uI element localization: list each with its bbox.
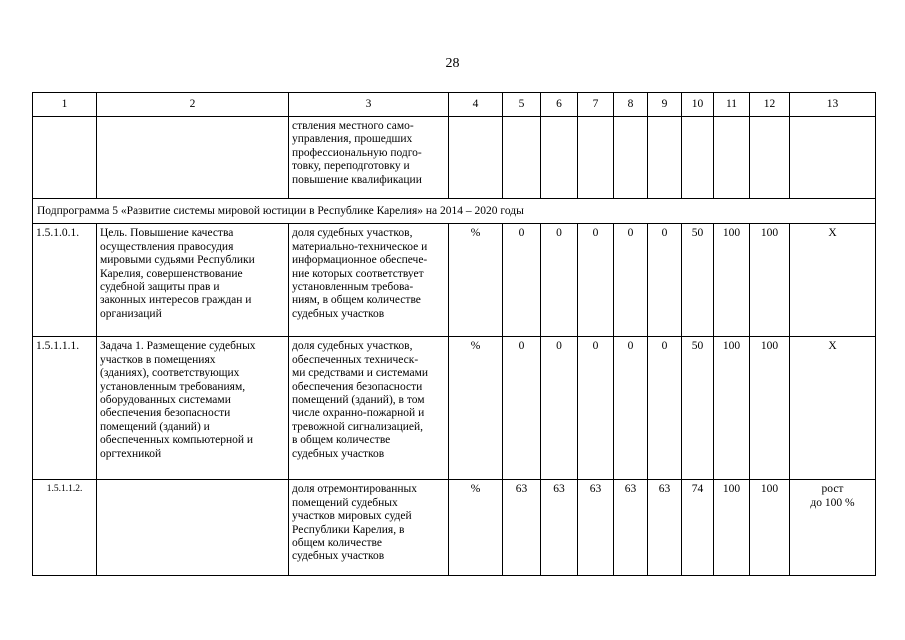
- table-row-indicator: [33, 480, 876, 576]
- table-cell: [682, 117, 714, 199]
- indicators-table: [32, 92, 876, 576]
- value-cell: 74: [682, 480, 714, 576]
- value-cell: 0: [614, 224, 648, 337]
- value-cell: 0: [648, 337, 682, 480]
- value-cell: 50: [682, 337, 714, 480]
- table-cell: [614, 117, 648, 199]
- goal-text: Цель. Повышение качества осуществления правосудия мировыми судьями Республики Карелия, совершенствование судебной защиты прав и законных интересов граждан и организаций: [97, 224, 289, 337]
- unit-cell: %: [449, 480, 503, 576]
- value-cell: 50: [682, 224, 714, 337]
- table-header-row: [33, 93, 876, 117]
- column-header: 7: [578, 93, 614, 117]
- column-header: 11: [714, 93, 750, 117]
- indicator-cell: ствления местного само- управления, прошедших профессиональную подго- товку, переподготовку и повышение квалификации: [289, 117, 449, 199]
- column-header: 4: [449, 93, 503, 117]
- value-cell: 0: [541, 224, 578, 337]
- column-header: 13: [790, 93, 876, 117]
- value-cell: 0: [648, 224, 682, 337]
- value-cell: 63: [614, 480, 648, 576]
- value-cell: 63: [503, 480, 541, 576]
- column-header: 10: [682, 93, 714, 117]
- subprogram-section-row: [33, 199, 876, 224]
- row-code: 1.5.1.1.2.: [33, 480, 97, 576]
- table-row-task: [33, 337, 876, 480]
- task-text: Задача 1. Размещение судебных участков в помещениях (зданиях), соответствующих установленным требованиям, оборудованных системами обеспечения безопасности помещений (зданий) и обеспеченных компьютерной и оргтехникой: [97, 337, 289, 480]
- indicator-cell: доля отремонтированных помещений судебных участков мировых судей Республики Карелия, в общем количестве судебных участков: [289, 480, 449, 576]
- table-cell: [541, 117, 578, 199]
- page-number: 28: [445, 56, 460, 71]
- column-header: 2: [97, 93, 289, 117]
- value-cell: 100: [750, 224, 790, 337]
- table-cell: [648, 117, 682, 199]
- table-cell: [97, 117, 289, 199]
- final-value-cell: рост до 100 %: [790, 480, 876, 576]
- table-cell: [449, 117, 503, 199]
- column-header: 5: [503, 93, 541, 117]
- table-cell: [714, 117, 750, 199]
- indicator-cell: доля судебных участков, обеспеченных техническ- ми средствами и системами обеспечения безопасности помещений (зданий), в том числе охранно-пожарной и тревожной сигнализацией, в общем количестве судебных участков: [289, 337, 449, 480]
- value-cell: 63: [578, 480, 614, 576]
- table-cell: [33, 117, 97, 199]
- table-cell: [578, 117, 614, 199]
- value-cell: 100: [750, 480, 790, 576]
- value-cell: 0: [578, 337, 614, 480]
- table-cell: [750, 117, 790, 199]
- row-code: 1.5.1.1.1.: [33, 337, 97, 480]
- row-code: 1.5.1.0.1.: [33, 224, 97, 337]
- final-value-cell: Х: [790, 224, 876, 337]
- column-header: 6: [541, 93, 578, 117]
- table-cell: [790, 117, 876, 199]
- value-cell: 0: [541, 337, 578, 480]
- value-cell: 0: [503, 224, 541, 337]
- task-text: [97, 480, 289, 576]
- column-header: 9: [648, 93, 682, 117]
- value-cell: 0: [614, 337, 648, 480]
- column-header: 12: [750, 93, 790, 117]
- final-value-cell: Х: [790, 337, 876, 480]
- column-header: 8: [614, 93, 648, 117]
- value-cell: 63: [648, 480, 682, 576]
- value-cell: 100: [714, 337, 750, 480]
- value-cell: 0: [578, 224, 614, 337]
- table-row-continuation: [33, 117, 876, 199]
- value-cell: 100: [750, 337, 790, 480]
- value-cell: 100: [714, 480, 750, 576]
- unit-cell: %: [449, 224, 503, 337]
- value-cell: 0: [503, 337, 541, 480]
- column-header: 1: [33, 93, 97, 117]
- indicator-cell: доля судебных участков, материально-техническое и информационное обеспече- ние которых соответствует установленным требова- ниям, в общем количестве судебных участков: [289, 224, 449, 337]
- value-cell: 100: [714, 224, 750, 337]
- subprogram-title: Подпрограмма 5 «Развитие системы мировой юстиции в Республике Карелия» на 2014 – 2020 годы: [33, 199, 876, 224]
- table-cell: [503, 117, 541, 199]
- column-header: 3: [289, 93, 449, 117]
- unit-cell: %: [449, 337, 503, 480]
- table-row-goal: [33, 224, 876, 337]
- value-cell: 63: [541, 480, 578, 576]
